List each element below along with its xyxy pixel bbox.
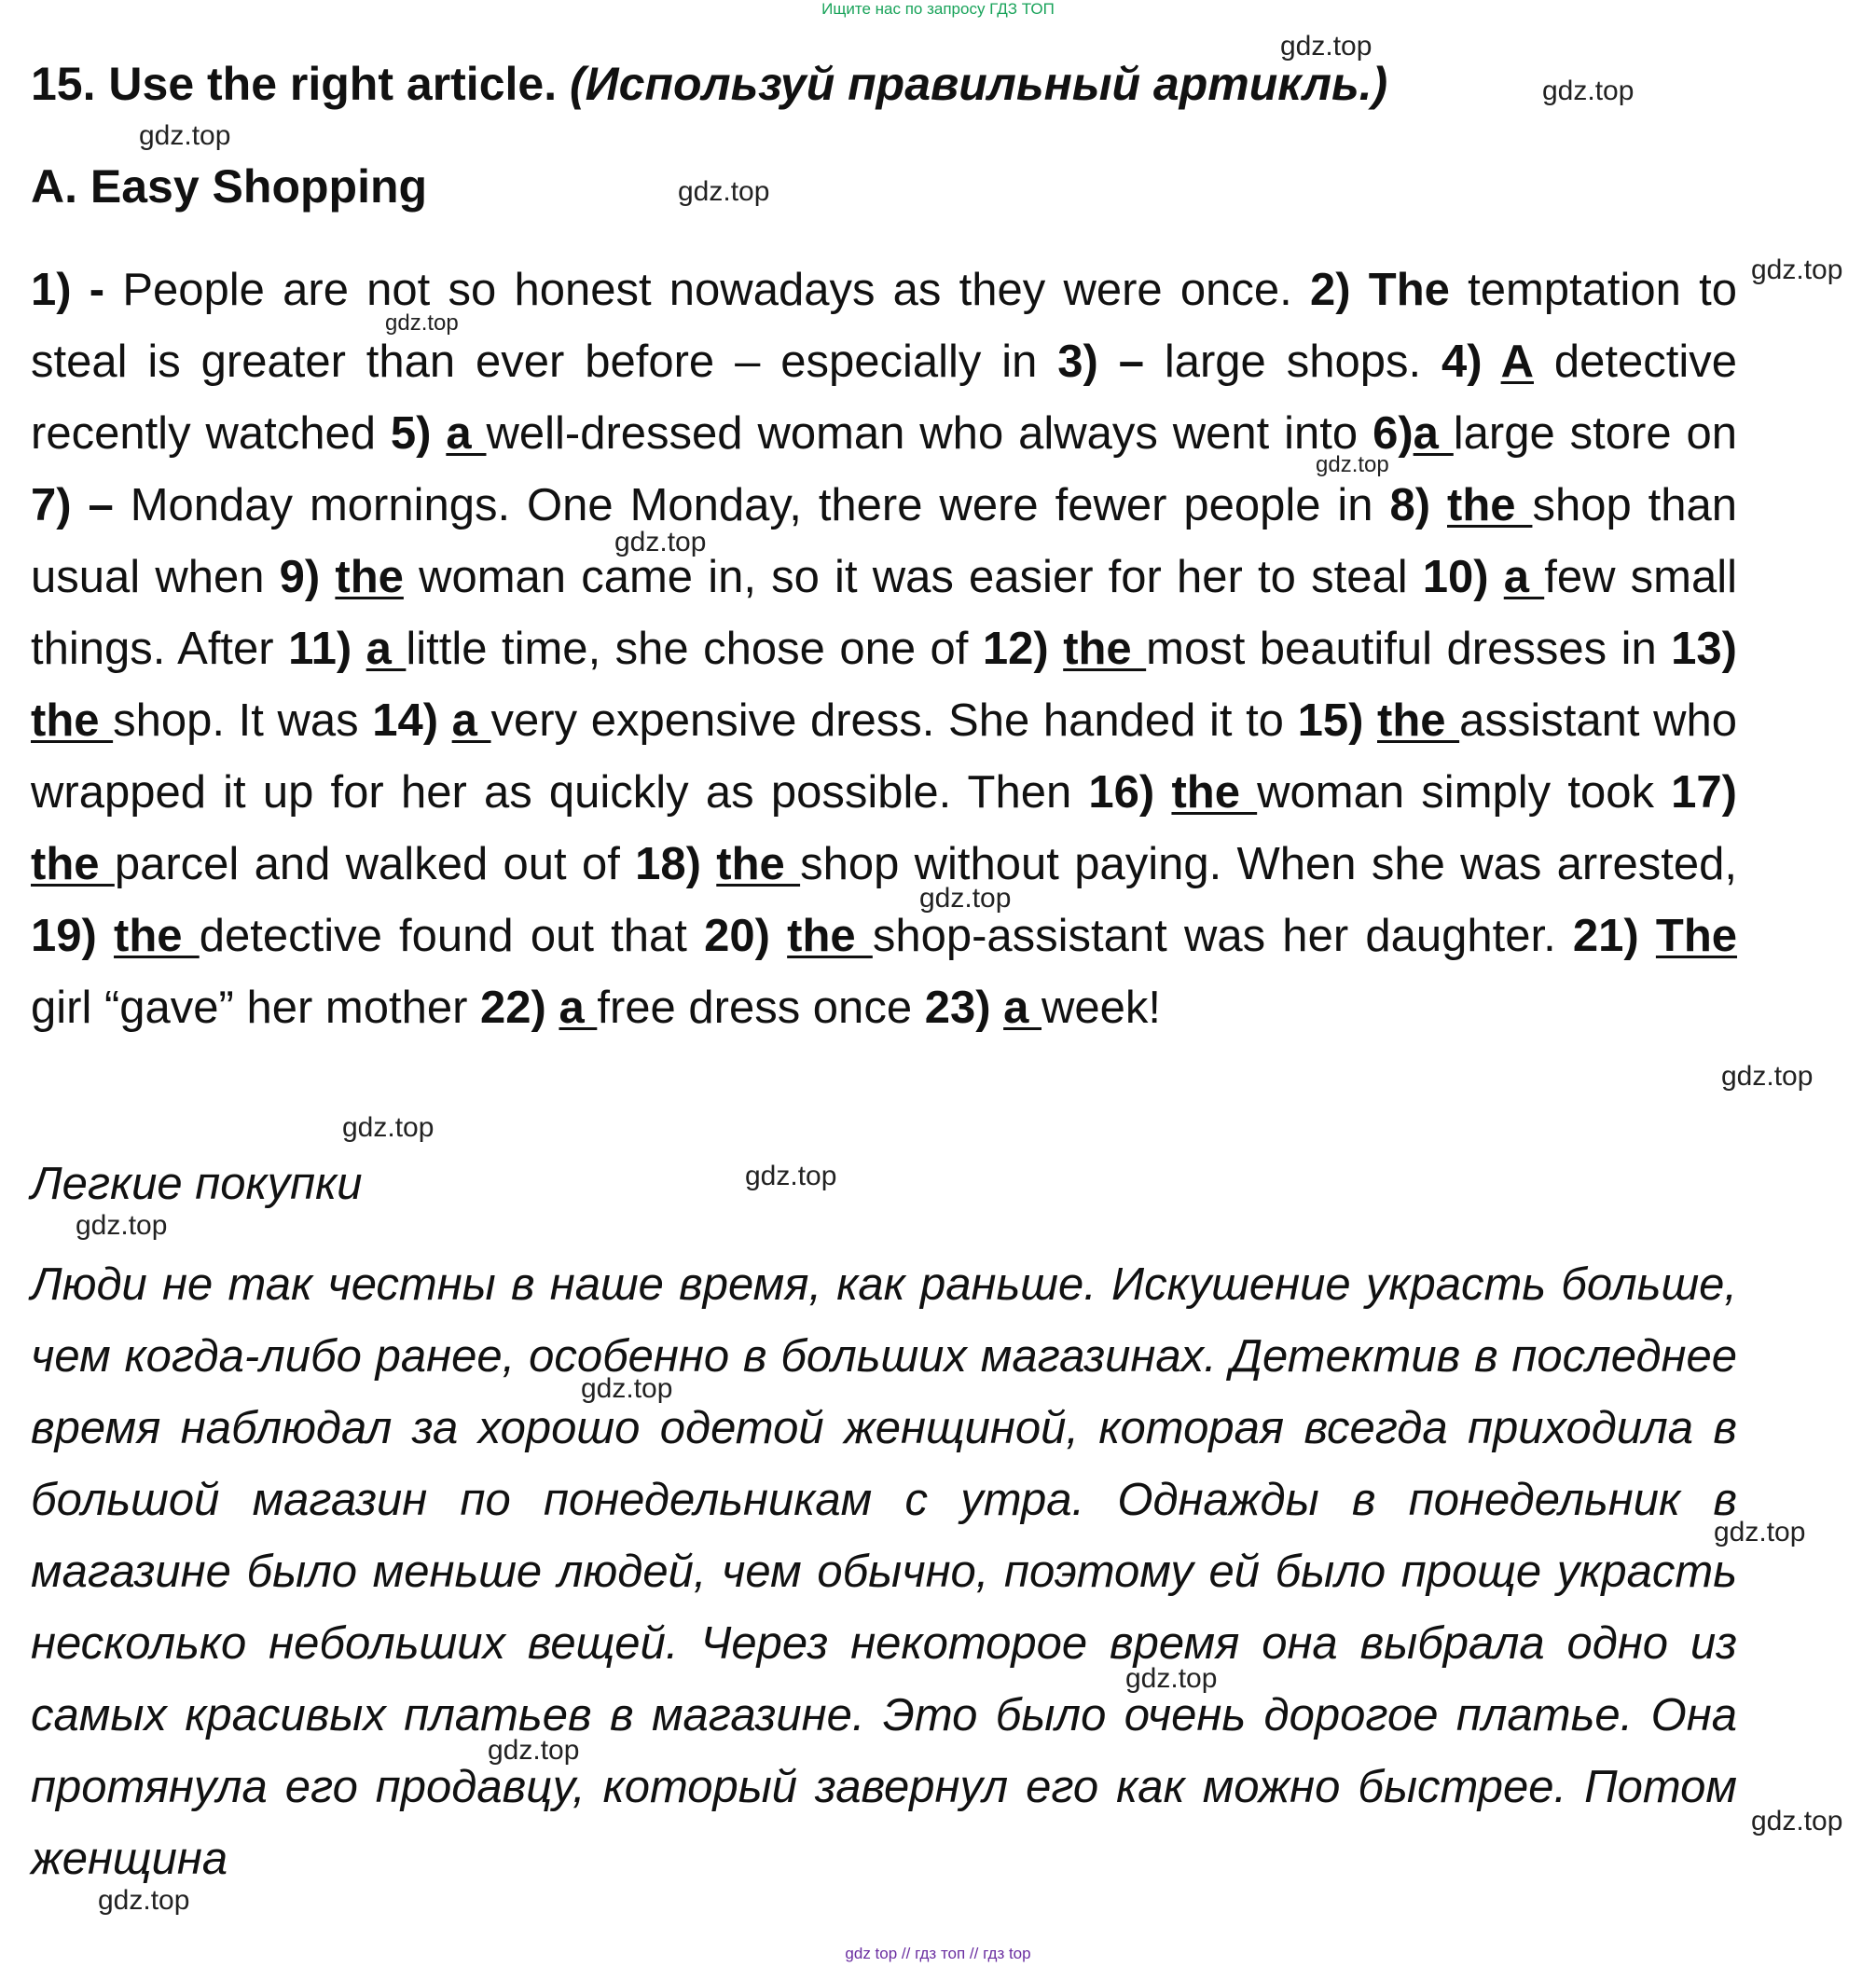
watermark: gdz.top — [385, 310, 459, 336]
text-segment: very expensive dress. She handed it to — [490, 695, 1298, 746]
text-segment: most beautiful dresses in — [1146, 624, 1672, 674]
text-segment: detective recently watched — [31, 337, 1737, 459]
article-answer: a — [451, 695, 491, 746]
item-number: 15) — [1297, 695, 1377, 746]
section-title: A. Easy Shopping — [31, 160, 428, 213]
item-number: 7) – — [31, 480, 114, 530]
article-answer: the — [114, 911, 200, 961]
item-number: 9) — [279, 552, 336, 602]
article-answer: A — [1500, 337, 1534, 387]
item-number: 8) — [1389, 480, 1447, 530]
text-segment: free dress once — [597, 983, 925, 1033]
text-segment: People are not so honest nowadays as they were once. — [104, 265, 1310, 315]
russian-title: Легкие покупки — [31, 1159, 363, 1209]
article-answer: the — [1377, 695, 1460, 746]
text-segment: little time, she chose one of — [406, 624, 983, 674]
item-number: 22) — [480, 983, 559, 1033]
article-answer: a — [1413, 408, 1454, 459]
watermark: gdz.top — [919, 883, 1012, 914]
text-segment: parcel and walked out of — [114, 839, 636, 889]
text-segment: detective found out that — [199, 911, 705, 961]
exercise-title — [31, 51, 1387, 117]
text-segment: Monday mornings. One Monday, there were fewer people in — [113, 480, 1390, 530]
watermark: gdz.top — [1542, 76, 1635, 106]
item-number: 4) — [1441, 337, 1501, 387]
article-answer: The — [1655, 911, 1738, 961]
text-segment: large store on — [1453, 408, 1737, 459]
item-number: 1) - — [31, 265, 105, 315]
watermark: gdz.top — [1714, 1517, 1806, 1547]
article-answer: the — [787, 911, 873, 961]
item-number: 19) — [31, 911, 115, 961]
item-number: 21) — [1572, 911, 1656, 961]
article-answer: the — [1171, 767, 1258, 818]
text-segment: week! — [1041, 983, 1162, 1033]
item-number: 16) — [1088, 767, 1172, 818]
article-answer: the — [31, 839, 115, 889]
english-text — [31, 254, 1737, 1044]
item-number: 23) — [924, 983, 1004, 1033]
article-answer: a — [366, 624, 407, 674]
russian-text: Люди не так честны в наше время, как раньше. Искушение украсть больше, чем когда-либо ранее, особенно в больших магазинах. Детектив в последнее время наблюдал за хорошо одетой женщиной, которая всегда приходила в большой магазин по понедельникам с утра. Однажды в понедельник в магазине было меньше людей, чем обычно, поэтому ей было проще украсть несколько небольших вещей. Через некоторое время она выбрала одно из самых красивых платьев в магазине. Это было очень дорогое платье. Она протянула его продавцу, который завернул его как можно быстрее. Потом женщина — [31, 1259, 1737, 1884]
exercise-title-en: 15. Use the right article. — [31, 58, 558, 110]
watermark: gdz.top — [1751, 1806, 1843, 1836]
watermark: gdz.top — [1316, 452, 1389, 477]
item-number: 3) – — [1057, 337, 1144, 387]
item-number: 12) — [982, 624, 1064, 674]
article-answer: the — [335, 552, 404, 602]
article-answer: the — [1063, 624, 1147, 674]
text-segment: well-dressed woman who always went into — [486, 408, 1373, 459]
text-segment: girl “gave” her mother — [31, 983, 481, 1033]
watermark: gdz.top — [1751, 254, 1843, 285]
watermark: gdz.top — [1280, 31, 1373, 62]
text-segment: shop without paying. When she was arrested, — [800, 839, 1738, 889]
item-number: 2) The — [1309, 265, 1450, 315]
article-answer: the — [716, 839, 801, 889]
watermark: gdz.top — [1125, 1663, 1218, 1694]
header-note: Ищите нас по запросу ГДЗ ТОП — [821, 0, 1055, 18]
watermark: gdz.top — [76, 1210, 168, 1241]
watermark: gdz.top — [342, 1112, 435, 1143]
watermark: gdz.top — [139, 120, 231, 151]
text-segment: woman simply took — [1257, 767, 1672, 818]
footer-note: gdz top // гдз топ // гдз top — [845, 1945, 1031, 1962]
watermark: gdz.top — [98, 1885, 190, 1916]
article-answer: a — [1503, 552, 1545, 602]
watermark: gdz.top — [1721, 1061, 1814, 1092]
article-answer: a — [559, 983, 598, 1033]
article-answer: the — [31, 695, 114, 746]
text-segment: shop than usual when — [31, 480, 1737, 602]
watermark: gdz.top — [614, 527, 707, 557]
item-number: 20) — [704, 911, 788, 961]
item-number: 17) — [1671, 767, 1737, 818]
watermark: gdz.top — [745, 1161, 837, 1191]
item-number: 11) — [288, 624, 366, 674]
item-number: 6) — [1373, 408, 1414, 459]
text-segment: shop-assistant was her daughter. — [872, 911, 1573, 961]
watermark: gdz.top — [581, 1373, 673, 1404]
text-segment: assistant who wrapped it up for her as quickly as possible. Then — [31, 695, 1737, 818]
watermark: gdz.top — [678, 176, 770, 207]
article-answer: a — [446, 408, 487, 459]
item-number: 13) — [1671, 624, 1737, 674]
text-segment: large shops. — [1143, 337, 1441, 387]
article-answer: a — [1003, 983, 1041, 1033]
article-answer: the — [1447, 480, 1533, 530]
item-number: 5) — [390, 408, 447, 459]
text-segment: few small things. After — [31, 552, 1737, 674]
exercise-title-ru: (Используй правильный артикль.) — [570, 58, 1388, 110]
text-segment: temptation to steal is greater than ever before – especially in — [31, 265, 1737, 387]
watermark: gdz.top — [488, 1735, 580, 1766]
item-number: 10) — [1422, 552, 1504, 602]
item-number: 18) — [635, 839, 717, 889]
text-segment: shop. It was — [113, 695, 373, 746]
text-segment: woman came in, so it was easier for her to steal — [403, 552, 1423, 602]
item-number: 14) — [372, 695, 452, 746]
